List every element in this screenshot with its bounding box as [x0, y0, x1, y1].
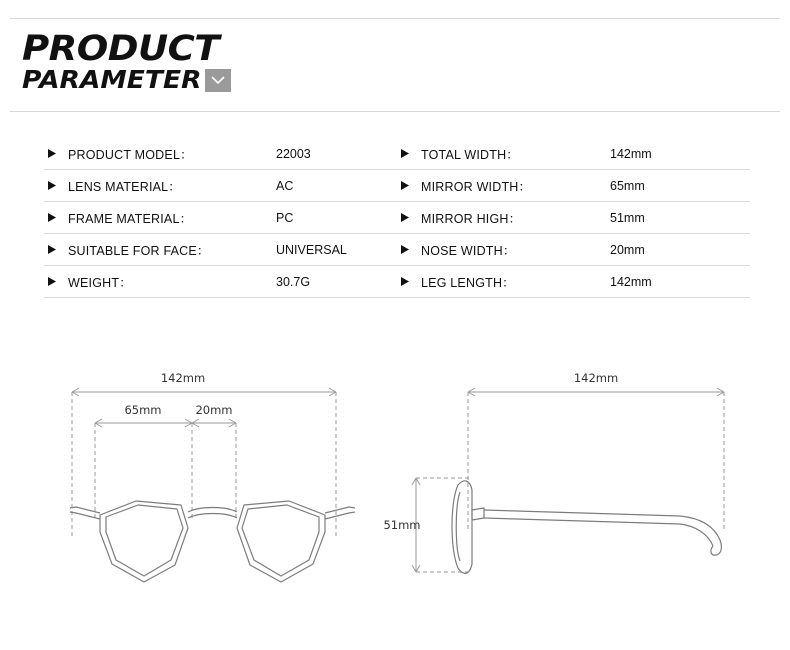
triangle-bullet-icon — [397, 181, 413, 190]
spec-value: PC — [276, 210, 294, 225]
spec-value: UNIVERSAL — [276, 242, 347, 257]
triangle-bullet-icon — [397, 277, 413, 286]
spec-label: NOSE WIDTH： — [421, 243, 516, 258]
spec-label: LEG LENGTH： — [421, 275, 515, 290]
spec-row — [397, 234, 750, 266]
spec-label: FRAME MATERIAL： — [68, 211, 193, 226]
spec-row — [44, 202, 397, 234]
side-leg-length-label: 142mm — [573, 371, 619, 385]
chevron-down-icon — [205, 69, 231, 92]
spec-value: 22003 — [276, 146, 311, 161]
triangle-bullet-icon — [44, 213, 60, 222]
spec-value: 65mm — [610, 178, 645, 193]
title-sub-text: PARAMETER — [22, 65, 202, 94]
spec-value: 142mm — [610, 146, 652, 161]
triangle-bullet-icon — [44, 245, 60, 254]
header-top-divider — [10, 18, 780, 19]
spec-row — [397, 202, 750, 234]
spec-label: WEIGHT： — [68, 275, 132, 290]
spec-column-left — [44, 138, 397, 298]
spec-row — [44, 234, 397, 266]
front-total-width-label: 142mm — [160, 371, 206, 385]
spec-value: 30.7G — [276, 274, 311, 289]
side-view-diagram — [380, 350, 750, 640]
triangle-bullet-icon — [397, 149, 413, 158]
page-header — [0, 18, 790, 112]
spec-label: LENS MATERIAL： — [68, 179, 182, 194]
spec-value: 20mm — [610, 242, 645, 257]
diagram-section — [0, 330, 790, 650]
side-mirror-high-label: 51mm — [383, 518, 421, 532]
title-main-text: PRODUCT — [22, 29, 220, 69]
spec-label: PRODUCT MODEL： — [68, 147, 193, 162]
front-view-diagram — [40, 350, 370, 640]
spec-row — [397, 266, 750, 298]
spec-value: AC — [276, 178, 294, 193]
front-mirror-width-label: 65mm — [124, 403, 162, 417]
spec-value: 142mm — [610, 274, 652, 289]
triangle-bullet-icon — [397, 245, 413, 254]
header-bottom-divider — [10, 111, 780, 112]
spec-table — [44, 138, 750, 298]
spec-value: 51mm — [610, 210, 645, 225]
triangle-bullet-icon — [44, 181, 60, 190]
triangle-bullet-icon — [397, 213, 413, 222]
spec-label: MIRROR WIDTH： — [421, 179, 532, 194]
front-nose-width-label: 20mm — [195, 403, 233, 417]
triangle-bullet-icon — [44, 277, 60, 286]
spec-row — [44, 170, 397, 202]
spec-label: TOTAL WIDTH： — [421, 147, 519, 162]
spec-row — [44, 138, 397, 170]
title-sub-row — [22, 66, 322, 94]
spec-row — [44, 266, 397, 298]
spec-row — [397, 138, 750, 170]
spec-column-right — [397, 138, 750, 298]
triangle-bullet-icon — [44, 149, 60, 158]
spec-label: MIRROR HIGH： — [421, 211, 522, 226]
spec-label: SUITABLE FOR FACE： — [68, 243, 210, 258]
page-title — [22, 30, 322, 102]
spec-row — [397, 170, 750, 202]
